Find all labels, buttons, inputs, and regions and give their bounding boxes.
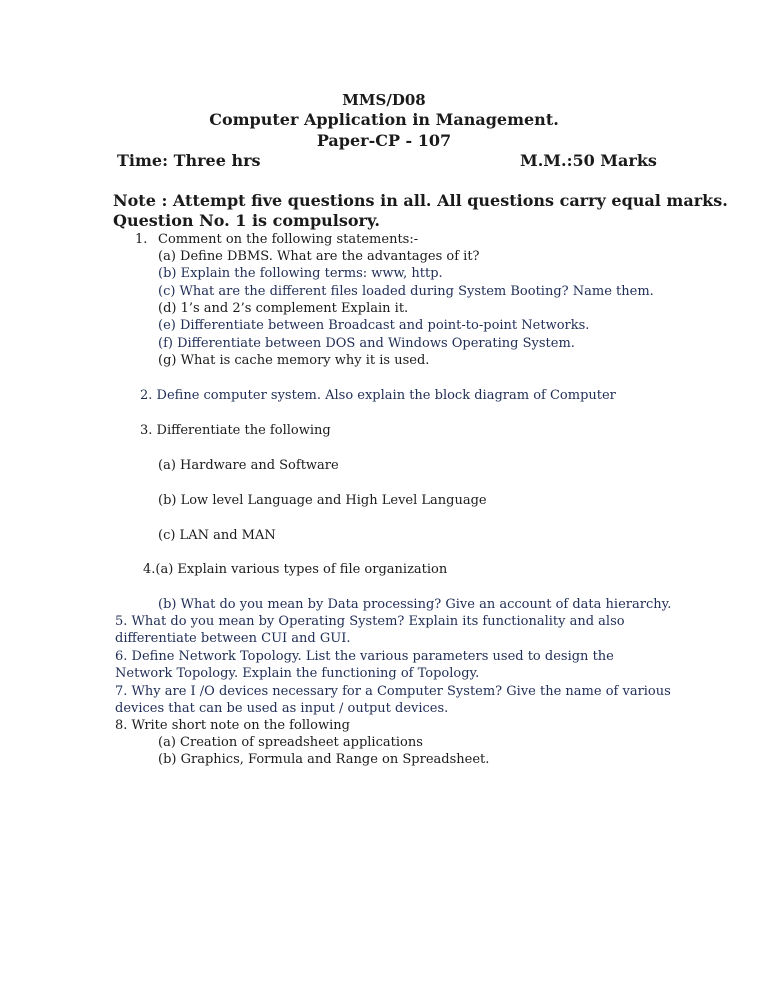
question-6-line: Network Topology. Explain the functioning of Topology. [115,666,480,681]
question-1-text: Comment on the following statements:- [158,232,419,247]
question-4b: (b) What do you mean by Data processing? Give an account of data hierarchy. [158,597,672,612]
question-3-item: (a) Hardware and Software [158,458,339,473]
question-4a: 4.(a) Explain various types of file organization [143,562,448,577]
question-2: 2. Define computer system. Also explain the block diagram of Computer [140,388,616,403]
question-1-item: (b) Explain the following terms: www, http. [158,266,443,281]
question-8-item: (a) Creation of spreadsheet applications [158,735,423,750]
question-8-text: 8. Write short note on the following [115,718,350,733]
question-1-item: (a) Define DBMS. What are the advantages of it? [158,249,480,264]
question-5-line: differentiate between CUI and GUI. [115,631,351,646]
question-1-number: 1. [135,232,148,247]
question-3-item: (b) Low level Language and High Level Language [158,493,487,508]
max-marks: M.M.:50 Marks [520,151,657,170]
question-3-text: 3. Differentiate the following [140,423,331,438]
question-7-line: devices that can be used as input / output devices. [115,701,449,716]
question-1-item: (d) 1’s and 2’s complement Explain it. [158,301,409,316]
question-7-line: 7. Why are I /O devices necessary for a Computer System? Give the name of various [115,684,671,699]
question-1-item: (g) What is cache memory why it is used. [158,353,430,368]
paper-title: Computer Application in Management. [209,110,559,129]
paper-number: Paper-CP - 107 [316,131,452,150]
paper-code: MMS/D08 [342,91,426,109]
question-6-line: 6. Define Network Topology. List the various parameters used to design the [115,649,614,664]
note-line-2: Question No. 1 is compulsory. [113,211,380,230]
question-5-line: 5. What do you mean by Operating System? Explain its functionality and also [115,614,625,629]
question-1-item: (f) Differentiate between DOS and Windows Operating System. [158,336,575,351]
question-3-item: (c) LAN and MAN [158,528,276,543]
question-8-item: (b) Graphics, Formula and Range on Spreadsheet. [158,752,490,767]
exam-time: Time: Three hrs [117,151,261,170]
note-line-1: Note : Attempt five questions in all. All questions carry equal marks. [113,191,728,210]
question-1-item: (c) What are the different files loaded during System Booting? Name them. [158,284,654,299]
question-1-item: (e) Differentiate between Broadcast and point-to-point Networks. [158,318,590,333]
